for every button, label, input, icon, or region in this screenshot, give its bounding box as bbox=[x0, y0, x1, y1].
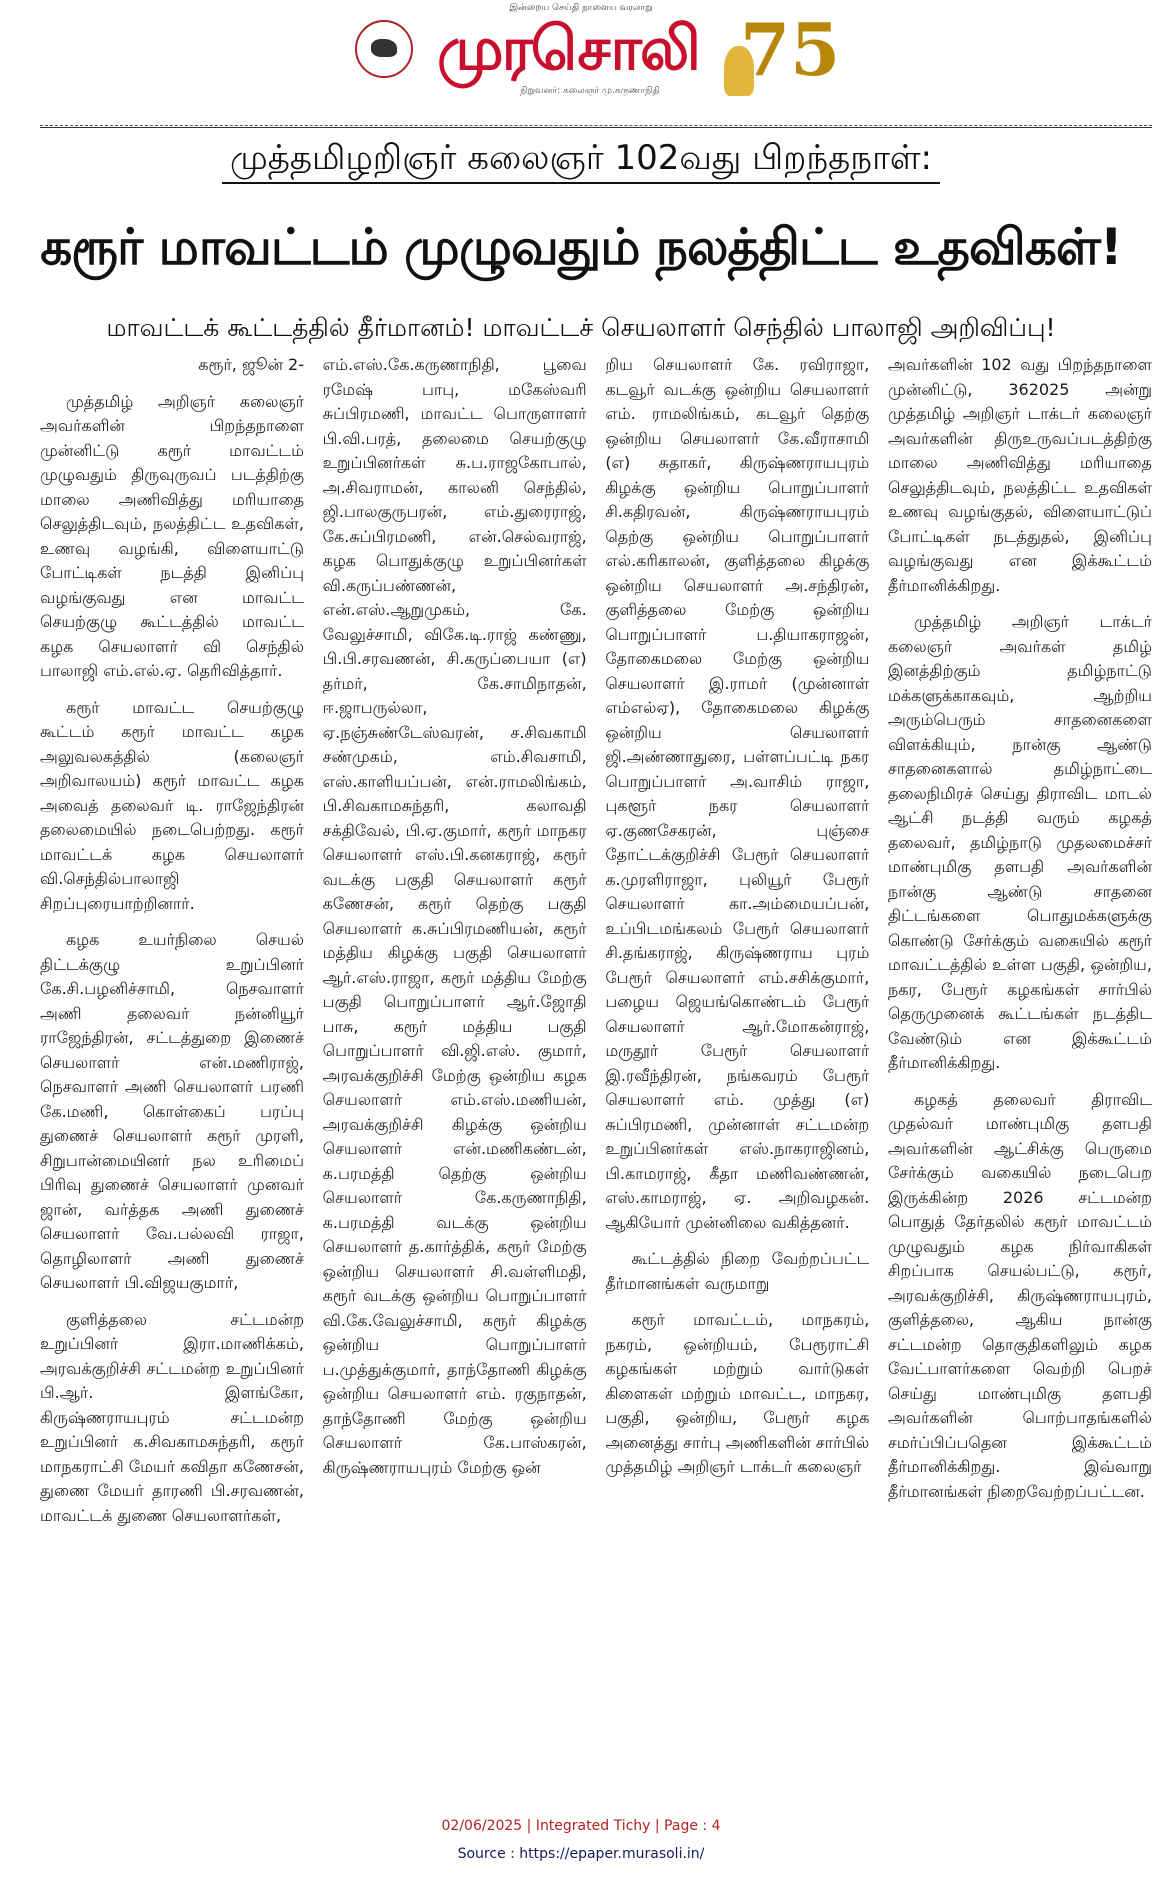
masthead-tagline: இன்றைய செய்தி நாளைய வரலாறு bbox=[509, 3, 653, 13]
article-body bbox=[40, 353, 1152, 1761]
paragraph: கூட்டத்தில் நிறை வேற்றப்பட்ட தீர்மானங்கள் வருமாறு bbox=[605, 1249, 870, 1293]
paragraph: அவர்களின் 102 வது பிறந்தநாளை முன்னிட்டு, 362025 அன்று முத்தமிழ் அறிஞர் டாக்டர் கலைஞர் அவர்களின் திருஉருவப்படத்திற்கு மாலை அணிவித்து மரியாதை செலுத்திடவும், நலத்திட்ட உதவிகள் உணவு வழங்குதல், விளையாட்டுப் போட்டிகள் நடத்துதல், இனிப்பு வழங்குவது என இக்கூட்டம் தீர்மானிக்கிறது. bbox=[887, 355, 1152, 595]
paragraph: கரூர் மாவட்ட செயற்குழு கூட்டம் கரூர் மாவட்ட கழக அலுவலகத்தில் (கலைஞர் அறிவாலயம்) கரூர் மாவட்ட கழக அவைத் தலைவர் டி. ராஜேந்திரன் தலைமையில் நடைபெற்றது. கரூர் மாவட்டக் கழக செயலாளர் வி.செந்தில்பாலாஜி சிறப்புரையாற்றினார். bbox=[40, 697, 304, 913]
footer-source-link[interactable]: Source : https://epaper.murasoli.in/ bbox=[457, 1846, 705, 1862]
kicker-text: முத்தமிழறிஞர் கலைஞர் 102வது பிறந்தநாள்: bbox=[222, 136, 940, 184]
article-column-4 bbox=[888, 353, 1152, 1761]
logo-subtitle: நிறுவனர்: கலைஞர் மு.கருணாநிதி bbox=[520, 86, 660, 96]
article-column-3 bbox=[605, 353, 869, 1761]
newspaper-logo: முரசொலி bbox=[437, 14, 699, 84]
masthead bbox=[0, 0, 1162, 116]
article-kicker bbox=[0, 136, 1162, 184]
paragraph: கழகத் தலைவர் திராவிட முதல்வர் மாண்புமிகு தளபதி அவர்களின் ஆட்சிக்கு பெருமை சேர்க்கும் வகையில் நடைபெற இருக்கின்ற 2026 சட்டமன்ற பொதுத் தேர்தலில் கரூர் மாவட்டம் முழுவதும் கழக நிர்வாகிகள் சிறப்பாக செயல்பட்டு, கரூர், அரவக்குறிச்சி, கிருஷ்ணராயபுரம், குளித்தலை, ஆகிய நான்கு சட்டமன்ற தொகுதிகளிலும் கழக வேட்பாளர்களை வெற்றி பெறச் செய்து மாண்புமிகு தளபதி அவர்களின் பொற்பாதங்களில் சமர்ப்பிப்பதென இக்கூட்டம் தீர்மானிக்கிறது. இவ்வாறு தீர்மானங்கள் நிறைவேற்றப்பட்டன. bbox=[887, 1089, 1152, 1501]
article-column-1 bbox=[40, 353, 304, 1761]
article-subhead: மாவட்டக் கூட்டத்தில் தீர்மானம்! மாவட்டச் செயலாளர் செந்தில் பாலாஜி அறிவிப்பு! bbox=[106, 313, 1056, 342]
anniversary-number: 75 bbox=[740, 7, 841, 92]
dateline: கரூர், ஜூன் 2- bbox=[198, 355, 304, 374]
paragraph: முத்தமிழ் அறிஞர் டாக்டர் கலைஞர் அவர்கள் தமிழ் இனத்திற்கும் தமிழ்நாட்டு மக்களுக்காகவும், ஆற்றிய அரும்பெரும் சாதனைகளை விளக்கியும், நான்கு ஆண்டு சாதனைகளால் தமிழ்நாட்டை தலைநிமிரச் செய்து திராவிட மாடல் ஆட்சி நடத்தி வரும் கழகத் தலைவர், தமிழ்நாடு முதலமைச்சர் மாண்புமிகு தளபதி அவர்களின் நான்கு ஆண்டு சாதனை திட்டங்களை பொதுமக்களுக்கு கொண்டு சேர்க்கும் வகையில் கரூர் மாவட்டத்தில் உள்ள பகுதி, ஒன்றிய, நகர, பேரூர் கழகங்கள் சார்பில் தெருமுனைக் கூட்டங்கள் நடத்திட வேண்டும் என இக்கூட்டம் தீர்மானிக்கிறது. bbox=[887, 612, 1152, 1072]
paragraph: எம்.எஸ்.கே.கருணாநிதி, பூவை ரமேஷ் பாபு, மகேஸ்வரி சுப்பிரமணி, மாவட்ட பொருளாளர் பி.வி.பரத், தலைமை செயற்குழு உறுப்பினர்கள் சு.ப.ராஜகோபால், அ.சிவராமன், காலனி செந்தில், ஜி.பாலகுருபரன், எம்.துரைராஜ், கே.சுப்பிரமணி, என்.செல்வராஜ், கழக பொதுக்குழு உறுப்பினர்கள் வி.கருப்பண்ணன், என்.எஸ்.ஆறுமுகம், கே. வேலுச்சாமி, விகே.டி.ராஜ் கண்ணு, பி.பி.சரவணன், சி.கருப்பையா (எ) தர்மர், கே.சாமிநாதன், ஈ.ஜாபருல்லா, ஏ.நஞ்சுண்டேஸ்வரன், ச.சிவகாமி சண்முகம், எம்.சிவசாமி, எஸ்.காளியப்பன், என்.ராமலிங்கம், பி.சிவகாமசுந்தரி, கலாவதி சக்திவேல், பி.ஏ.குமார், கரூர் மாநகர செயலாளர் எஸ்.பி.கனகராஜ், கரூர் வடக்கு பகுதி செயலாளர் கரூர் கணேசன், கரூர் தெற்கு பகுதி செயலாளர் க.சுப்பிரமணியன், கரூர் மத்திய கிழக்கு பகுதி செயலாளர் ஆர்.எஸ்.ராஜா, கரூர் மத்திய மேற்கு பகுதி பொறுப்பாளர் ஆர்.ஜோதி பாசு, கரூர் மத்திய பகுதி பொறுப்பாளர் வி.ஜி.எஸ். குமார், அரவக்குறிச்சி மேற்கு ஒன்றிய கழக செயலாளர் எம்.எஸ்.மணியன், அரவக்குறிச்சி கிழக்கு ஒன்றிய செயலாளர் என்.மணிகண்டன், க.பரமத்தி தெற்கு ஒன்றிய செயலாளர் கே.கருணாநிதி, க.பரமத்தி வடக்கு ஒன்றிய செயலாளர் த.கார்த்திக், கரூர் மேற்கு ஒன்றிய செயலாளர் சி.வள்ளிமதி, கரூர் வடக்கு ஒன்றிய பொறுப்பாளர் வி.கே.வேலுச்சாமி, கரூர் கிழக்கு ஒன்றிய பொறுப்பாளர் ப.முத்துக்குமார், தாந்தோணி கிழக்கு ஒன்றிய செயலாளர் எம். ரகுநாதன், தாந்தோணி மேற்கு ஒன்றிய செயலாளர் கே.பாஸ்கரன், கிருஷ்ணராயபுரம் மேற்கு ஒன் bbox=[322, 355, 587, 1477]
paragraph: கரூர் மாவட்டம், மாநகரம், நகரம், ஒன்றியம், பேரூராட்சி கழகங்கள் மற்றும் வார்டுகள் கிளைகள் மற்றும் மாவட்ட, மாநகர, பகுதி, ஒன்றிய, பேரூர் கழக அனைத்து சார்பு அணிகளின் சார்பில் முத்தமிழ் அறிஞர் டாக்டர் கலைஞர் bbox=[605, 1310, 870, 1476]
paragraph: கழக உயர்நிலை செயல் திட்டக்குழு உறுப்பினர் கே.சி.பழனிச்சாமி, நெசவாளர் அணி தலைவர் நன்னியூர் ராஜேந்திரன், சட்டத்துறை இணைச் செயலாளர் என்.மணிராஜ், நெசவாளர் அணி செயலாளர் பரணி கே.மணி, கொள்கைப் பரப்பு துணைச் செயலாளர் கரூர் முரளி, சிறுபான்மையினர் நல உரிமைப் பிரிவு துணைச் செயலாளர் முனவர் ஜான், வர்த்தக அணி துணைச் செயலாளர் வே.பல்லவி ராஜா, தொழிலாளர் அணி துணைச் செயலாளர் பி.விஜயகுமார், bbox=[40, 930, 304, 1292]
article-column-2 bbox=[323, 353, 587, 1761]
anniversary-emblem bbox=[722, 6, 841, 98]
masthead-divider-solid bbox=[40, 127, 1152, 128]
paragraph: றிய செயலாளர் கே. ரவிராஜா, கடவூர் வடக்கு ஒன்றிய செயலாளர் எம். ராமலிங்கம், கடவூர் தெற்கு ஒன்றிய செயலாளர் கே.வீராசாமி (எ) சுதாகர், கிருஷ்ணராயபுரம் கிழக்கு ஒன்றிய பொறுப்பாளர் சி.கதிரவன், கிருஷ்ணராயபுரம் தெற்கு ஒன்றிய பொறுப்பாளர் எல்.கரிகாலன், குளித்தலை கிழக்கு ஒன்றிய செயலாளர் அ.சந்திரன், குளித்தலை மேற்கு ஒன்றிய பொறுப்பாளர் ப.தியாகராஜன், தோகைமலை மேற்கு ஒன்றிய செயலாளர் இ.ராமர் (முன்னாள் எம்எல்ஏ), தோகைமலை கிழக்கு ஒன்றிய செயலாளர் ஜி.அண்ணாதுரை, பள்ளப்பட்டி நகர பொறுப்பாளர் அ.வாசிம் ராஜா, புகளூர் நகர செயலாளர் ஏ.குணசேகரன், புஞ்சை தோட்டக்குறிச்சி பேரூர் செயலாளர் க.முரளிராஜா, புலியூர் பேரூர் செயலாளர் கா.அம்மையப்பன், உப்பிடமங்கலம் பேரூர் செயலாளர் சி.தங்கராஜ், கிருஷ்ணராய புரம் பேரூர் செயலாளர் எம்.சசிக்குமார், பழைய ஜெயங்கொண்டம் பேரூர் செயலாளர் ஆர்.மோகன்ராஜ், மருதூர் பேரூர் செயலாளர் இ.ரவீந்திரன், நங்கவரம் பேரூர் செயலாளர் எம். முத்து (எ) சுப்பிரமணி, முன்னாள் சட்டமன்ற உறுப்பினர்கள் எஸ்.நாகராஜினம், பி.காமராஜ், கீதா மணிவண்ணன், எஸ்.காமராஜ், ஏ. அறிவழகன். ஆகியோர் முன்னிலை வகித்தனர். bbox=[605, 355, 870, 1232]
paragraph: முத்தமிழ் அறிஞர் கலைஞர் அவர்களின் பிறந்தநாளை முன்னிட்டு கரூர் மாவட்டம் முழுவதும் திருவுருவப் படத்திற்கு மாலை அணிவித்து மரியாதை செலுத்திடவும், நலத்திட்ட உதவிகள், உணவு வழங்கி, விளையாட்டு போட்டிகள் நடத்தி இனிப்பு வழங்குவது என மாவட்ட செயற்குழு கூட்டத்தில் மாவட்ட கழக செயலாளர் வி செந்தில் பாலாஜி எம்.எல்.ஏ. தெரிவித்தார். bbox=[40, 391, 304, 680]
masthead-divider bbox=[40, 125, 1152, 126]
footer-date-line: 02/06/2025 | Integrated Tichy | Page : 4 bbox=[441, 1818, 721, 1834]
article-headline: கரூர் மாவட்டம் முழுவதும் நலத்திட்ட உதவிகள்! bbox=[40, 218, 1122, 276]
party-seal-icon bbox=[355, 20, 413, 78]
paragraph: குளித்தலை சட்டமன்ற உறுப்பினர் இரா.மாணிக்கம், அரவக்குறிச்சி சட்டமன்ற உறுப்பினர் பி.ஆர். இளங்கோ, கிருஷ்ணராயபுரம் சட்டமன்ற உறுப்பினர் க.சிவகாமசுந்தரி, கரூர் மாநகராட்சி மேயர் கவிதா கணேசன், துணை மேயர் தாரணி பி.சரவணன், மாவட்டக் துணை செயலாளர்கள், bbox=[40, 1309, 304, 1525]
